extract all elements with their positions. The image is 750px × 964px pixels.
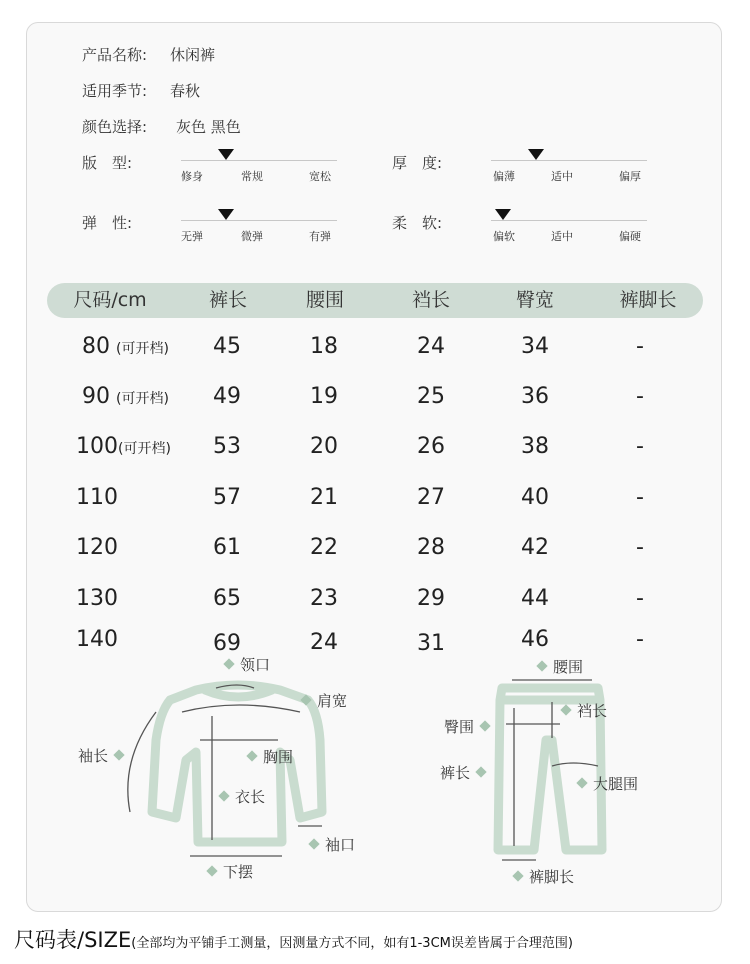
hip-label: 臀围	[444, 716, 489, 737]
softness-scale	[491, 207, 647, 243]
table-cell: 23	[310, 586, 338, 611]
size-cell	[76, 627, 118, 652]
product-name-row	[82, 44, 215, 65]
header-size: 尺码/cm	[73, 289, 147, 311]
size-cell	[76, 535, 118, 560]
table-cell: -	[636, 384, 644, 409]
fit-label: 版 型:	[82, 154, 133, 172]
table-cell: 65	[213, 586, 241, 611]
table-cell: -	[636, 334, 644, 359]
table-cell: -	[636, 485, 644, 510]
table-cell: 18	[310, 334, 338, 359]
scale-tick: 常规	[241, 170, 263, 183]
table-cell: 49	[213, 384, 241, 409]
table-cell: 44	[521, 586, 549, 611]
hem-label: 下摆	[208, 861, 253, 882]
table-cell: 29	[417, 586, 445, 611]
table-cell: 45	[213, 334, 241, 359]
table-cell: 34	[521, 334, 549, 359]
footer-title: 尺码表/SIZE	[14, 928, 132, 952]
size-cell	[76, 434, 171, 459]
body-length-label: 衣长	[220, 786, 265, 807]
table-cell: 38	[521, 434, 549, 459]
table-cell: 53	[213, 434, 241, 459]
table-cell: -	[636, 627, 644, 652]
sleeve-length-label: 袖长	[78, 745, 123, 766]
scale-tick: 有弹	[309, 230, 331, 243]
color-row	[82, 116, 241, 137]
header-hip-width: 臀宽	[515, 289, 555, 311]
color-label: 颜色选择:	[82, 118, 148, 136]
header-leg-opening: 裤脚长	[619, 289, 677, 311]
table-cell: 19	[310, 384, 338, 409]
season-label: 适用季节:	[82, 82, 148, 100]
table-cell: 57	[213, 485, 241, 510]
chest-label: 胸围	[248, 746, 293, 767]
table-cell: 24	[417, 334, 445, 359]
leg-opening-label: 裤脚长	[514, 866, 574, 887]
scale-tick: 适中	[551, 230, 573, 243]
thickness-label: 厚 度:	[392, 154, 443, 172]
shoulder-label: 肩宽	[302, 690, 347, 711]
table-cell: 69	[213, 631, 241, 656]
size-cell	[76, 485, 118, 510]
softness-label: 柔 软:	[392, 214, 443, 232]
table-cell: 22	[310, 535, 338, 560]
thigh-label: 大腿围	[578, 773, 638, 794]
scale-tick: 无弹	[181, 230, 203, 243]
size-value: 110	[76, 485, 118, 510]
header-pants-length: 裤长	[208, 289, 248, 311]
header-rise: 裆长	[411, 289, 451, 311]
size-value: 120	[76, 535, 118, 560]
size-value: 90	[82, 384, 110, 409]
size-note: (可开档)	[116, 341, 169, 357]
fit-scale	[181, 147, 337, 183]
cuff-label: 袖口	[310, 834, 355, 855]
table-cell: 21	[310, 485, 338, 510]
size-table-header	[47, 283, 703, 318]
scale-tick: 修身	[181, 170, 203, 183]
softness-marker-icon	[495, 209, 511, 220]
table-cell: 31	[417, 631, 445, 656]
fit-marker-icon	[218, 149, 234, 160]
size-note: (可开档)	[116, 391, 169, 407]
season-value: 春秋	[170, 82, 201, 100]
elasticity-scale	[181, 207, 337, 243]
scale-tick: 偏软	[493, 230, 515, 243]
size-cell	[82, 384, 169, 409]
rise-label: 裆长	[562, 700, 607, 721]
scale-tick: 偏薄	[493, 170, 515, 183]
scale-tick: 偏厚	[619, 170, 641, 183]
thickness-marker-icon	[528, 149, 544, 160]
table-cell: -	[636, 434, 644, 459]
elasticity-marker-icon	[218, 209, 234, 220]
table-cell: 46	[521, 627, 549, 652]
size-value: 100	[76, 434, 118, 459]
season-row	[82, 80, 200, 101]
size-note: (可开档)	[118, 441, 171, 457]
table-cell: 25	[417, 384, 445, 409]
size-value: 140	[76, 627, 118, 652]
collar-label: 领口	[225, 654, 270, 675]
table-cell: 28	[417, 535, 445, 560]
table-cell: -	[636, 535, 644, 560]
header-waist: 腰围	[305, 289, 345, 311]
table-cell: 20	[310, 434, 338, 459]
thickness-scale	[491, 147, 647, 183]
size-value: 130	[76, 586, 118, 611]
scale-tick: 偏硬	[619, 230, 641, 243]
table-cell: -	[636, 586, 644, 611]
size-value: 80	[82, 334, 110, 359]
table-cell: 26	[417, 434, 445, 459]
scale-tick: 适中	[551, 170, 573, 183]
pants-length-label: 裤长	[440, 762, 485, 783]
footer-note: (全部均为平铺手工测量，因测量方式不同，如有1-3CM误差皆属于合理范围)	[131, 936, 573, 951]
size-cell	[82, 334, 169, 359]
table-cell: 61	[213, 535, 241, 560]
elasticity-label: 弹 性:	[82, 214, 133, 232]
table-cell: 40	[521, 485, 549, 510]
table-cell: 24	[310, 630, 338, 655]
table-cell: 27	[417, 485, 445, 510]
footer-caption	[14, 924, 573, 954]
product-name-label: 产品名称:	[82, 46, 148, 64]
table-cell: 42	[521, 535, 549, 560]
table-cell: 36	[521, 384, 549, 409]
scale-tick: 宽松	[309, 170, 331, 183]
product-name-value: 休闲裤	[170, 46, 216, 64]
size-cell	[76, 586, 118, 611]
waist-label: 腰围	[538, 656, 583, 677]
color-value: 灰色 黑色	[176, 118, 241, 136]
scale-tick: 微弹	[241, 230, 263, 243]
